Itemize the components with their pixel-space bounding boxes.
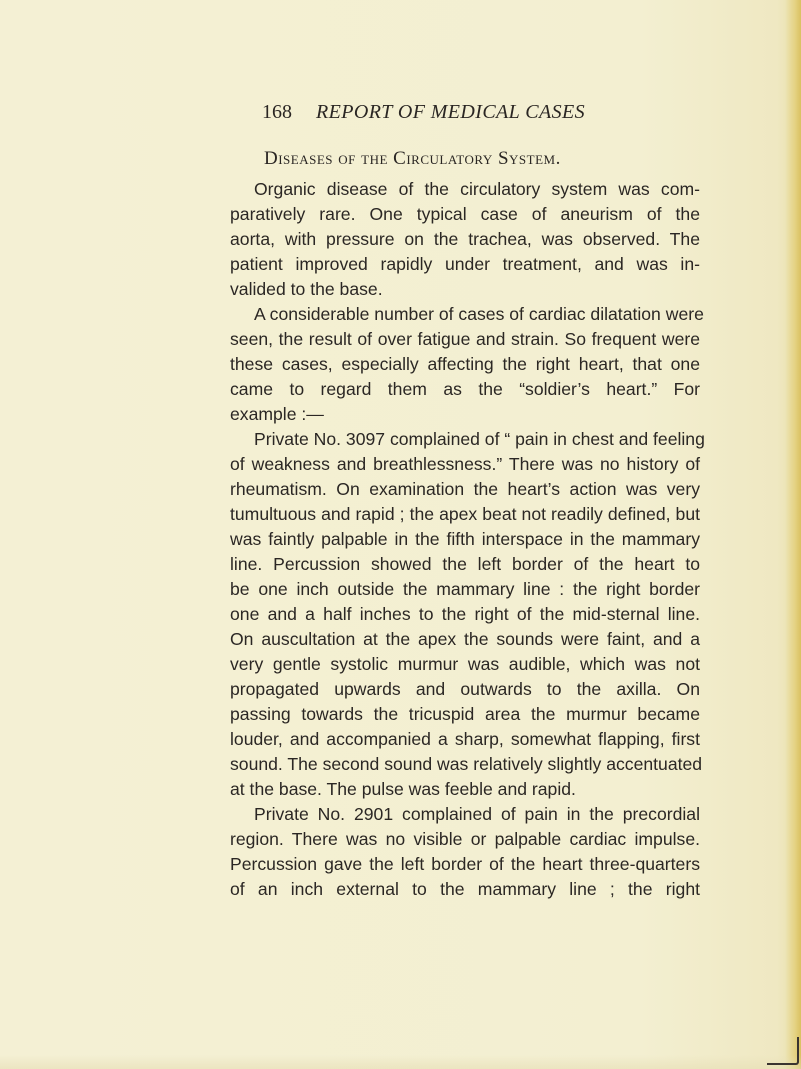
- text-line: of an inch external to the mammary line ; the right: [230, 879, 700, 899]
- text-line: these cases, especially affecting the right heart, that one: [230, 354, 700, 374]
- text-line: example :—: [230, 404, 324, 424]
- text-line: tumultuous and rapid ; the apex beat not readily defined, but: [230, 504, 700, 524]
- text-line: Percussion gave the left border of the heart three-quarters: [230, 854, 700, 874]
- text-line: Organic disease of the circulatory system was com-: [254, 179, 700, 199]
- page-bottom-edge: [0, 1055, 801, 1069]
- page-corner-fold: [767, 1037, 799, 1065]
- running-head: [262, 99, 702, 125]
- text-line: patient improved rapidly under treatment, and was in-: [230, 254, 700, 274]
- text-line: paratively rare. One typical case of aneurism of the: [230, 204, 700, 224]
- text-line: valided to the base.: [230, 279, 383, 299]
- page-number: 168: [262, 101, 292, 123]
- text-line: Private No. 2901 complained of pain in the precordial: [254, 804, 700, 824]
- text-line: line. Percussion showed the left border of the heart to: [230, 554, 700, 574]
- text-line: Private No. 3097 complained of “ pain in chest and feeling: [254, 429, 705, 449]
- text-line: be one inch outside the mammary line : the right border: [230, 579, 700, 599]
- text-line: passing towards the tricuspid area the murmur became: [230, 704, 700, 724]
- text-line: one and a half inches to the right of the mid-sternal line.: [230, 604, 700, 624]
- text-line: at the base. The pulse was feeble and rapid.: [230, 779, 576, 799]
- text-line: rheumatism. On examination the heart’s action was very: [230, 479, 700, 499]
- text-line: seen, the result of over fatigue and strain. So frequent were: [230, 329, 700, 349]
- running-title: REPORT OF MEDICAL CASES: [316, 101, 586, 123]
- section-heading: Diseases of the Circulatory System.: [264, 148, 561, 169]
- body-text: [230, 177, 705, 902]
- page-edge-shadow: [785, 0, 801, 1069]
- text-line: propagated upwards and outwards to the axilla. On: [230, 679, 700, 699]
- text-line: louder, and accompanied a sharp, somewhat flapping, first: [230, 729, 700, 749]
- text-line: came to regard them as the “soldier’s heart.” For: [230, 379, 700, 399]
- text-line: sound. The second sound was relatively slightly accentuated: [230, 754, 703, 774]
- text-line: was faintly palpable in the fifth interspace in the mammary: [230, 529, 700, 549]
- text-line: of weakness and breathlessness.” There was no history of: [230, 454, 700, 474]
- text-line: very gentle systolic murmur was audible, which was not: [230, 654, 700, 674]
- text-line: On auscultation at the apex the sounds were faint, and a: [230, 629, 700, 649]
- text-line: aorta, with pressure on the trachea, was observed. The: [230, 229, 700, 249]
- text-line: region. There was no visible or palpable cardiac impulse.: [230, 829, 700, 849]
- text-line: A considerable number of cases of cardiac dilatation were: [254, 304, 704, 324]
